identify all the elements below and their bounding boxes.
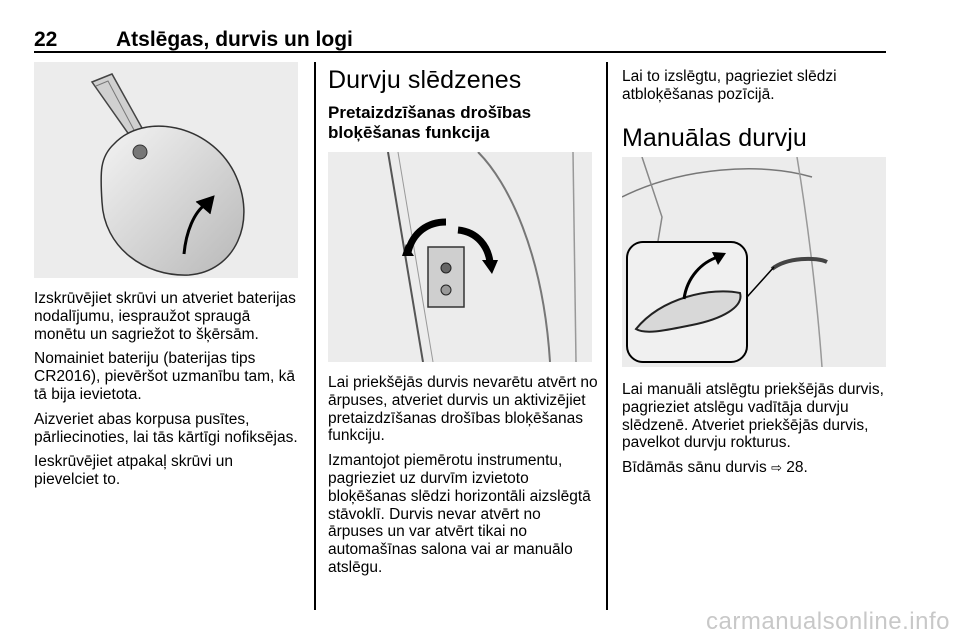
paragraph: Nomainiet bateriju (baterijas tips CR2016), pievēršot uzmanību tam, kā tā bija ievietota. (34, 350, 296, 403)
column-3-text (622, 381, 888, 485)
door-handle-illustration (622, 157, 886, 367)
column-1 (34, 290, 299, 496)
cross-reference[interactable] (622, 459, 888, 478)
column-2-heading-block (328, 66, 598, 143)
paragraph: Aizveriet abas korpusa pusītes, pārliecinoties, lai tās kārtīgi nofiksējas. (34, 410, 298, 446)
section-heading: Manuālas durvju (622, 123, 807, 152)
subsection-heading: Pretaizdzīšanas drošības bloķēšanas funkcija (328, 103, 532, 142)
column-divider-2 (606, 62, 608, 610)
xref-page: 28. (786, 459, 808, 477)
key-fob-illustration (34, 62, 298, 278)
paragraph: Ieskrūvējiet atpakaļ skrūvi un pievelciet to. (34, 453, 234, 489)
page-number: 22 (34, 28, 58, 51)
paragraph: Izmantojot piemērotu instrumentu, pagrieziet uz durvīm izvietoto bloķēšanas slēdzi horizontāli aizslēgtā stāvoklī. Durvis nevar atvērt no ārpuses un var atvērt tikai no automašīnas salona vai ar manuālo atslēgu. (328, 452, 591, 576)
door-lock-illustration (328, 152, 592, 362)
section-heading: Durvju slēdzenes (328, 66, 522, 94)
paragraph: Izskrūvējiet skrūvi un atveriet baterijas nodalījumu, iespraužot spraugā monētu un sagriežot to šķērsām. (34, 290, 296, 343)
header-rule (34, 51, 886, 53)
column-2-text (328, 374, 598, 584)
paragraph: Lai manuāli atslēgtu priekšējās durvis, pagrieziet atslēgu vadītāja durvju slēdzenē. Atveriet priekšējās durvis, pavelkot durvju rokturus. (622, 381, 884, 452)
paragraph: Lai priekšējās durvis nevarētu atvērt no ārpuses, atveriet durvis un aktivizējiet pretaizdzīšanas drošības bloķēšanas funkciju. (328, 374, 598, 445)
page-reference-arrow-icon: ⇨ (771, 461, 782, 477)
xref-text: Bīdāmās sānu durvis (622, 459, 767, 477)
watermark: carmanualsonline.info (706, 608, 950, 635)
column-divider-1 (314, 62, 316, 610)
page-header (34, 26, 886, 52)
page-title: Atslēgas, durvis un logi (116, 28, 353, 51)
paragraph: Lai to izslēgtu, pagrieziet slēdzi atbloķēšanas pozīcijā. (622, 68, 837, 103)
